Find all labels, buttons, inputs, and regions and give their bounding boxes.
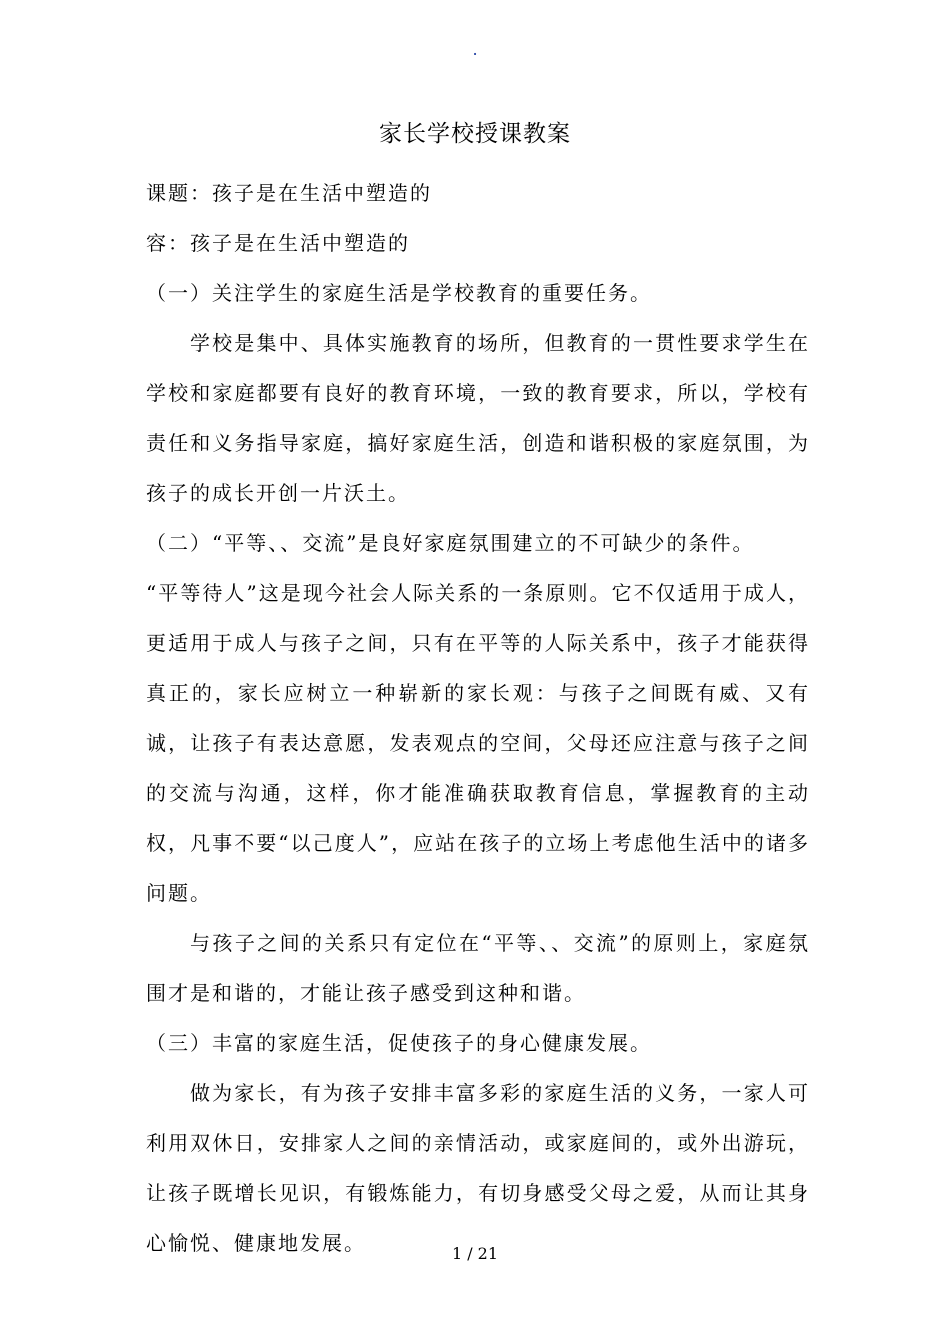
lesson-topic: 课题：孩子是在生活中塑造的 <box>146 181 432 205</box>
header-mark: . <box>472 40 478 59</box>
body-paragraph: 做为家长，有为孩子安排丰富多彩的家庭生活的义务，一家人可利用双休日，安排家人之间的亲情活动，或家庭间的，或外出游玩，让孩子既增长见识，有锻炼能力，有切身感受父母之爱，从而让其身心愉悦、健康地发展。 <box>146 1081 810 1255</box>
document-body <box>146 168 810 1268</box>
document-title: 家长学校授课教案 <box>379 121 571 147</box>
section-heading-3: （三）丰富的家庭生活，促使孩子的身心健康发展。 <box>146 1031 652 1055</box>
body-paragraph: “平等待人”这是现今社会人际关系的一条原则。它不仅适用于成人，更适用于成人与孩子之间，只有在平等的人际关系中，孩子才能获得真正的，家长应树立一种崭新的家长观：与孩子之间既有威、又有诚，让孩子有表达意愿，发表观点的空间，父母还应注意与孩子之间的交流与沟通，这样，你才能准确获取教育信息，掌握教育的主动权，凡事不要“以己度人”，应站在孩子的立场上考虑他生活中的诸多问题。 <box>146 581 810 905</box>
body-paragraph: 学校是集中、具体实施教育的场所，但教育的一贯性要求学生在学校和家庭都要有良好的教育环境，一致的教育要求，所以，学校有责任和义务指导家庭，搞好家庭生活，创造和谐积极的家庭氛围，为孩子的成长开创一片沃土。 <box>146 331 810 505</box>
lesson-content-line: 容：孩子是在生活中塑造的 <box>146 231 410 255</box>
section-heading-1: （一）关注学生的家庭生活是学校教育的重要任务。 <box>146 281 652 305</box>
page-number: 1 / 21 <box>451 1244 499 1263</box>
section-heading-2: （二）“平等、、交流”是良好家庭氛围建立的不可缺少的条件。 <box>146 531 755 555</box>
body-paragraph: 与孩子之间的关系只有定位在“平等、、交流”的原则上，家庭氛围才是和谐的，才能让孩子感受到这种和谐。 <box>146 931 810 1005</box>
